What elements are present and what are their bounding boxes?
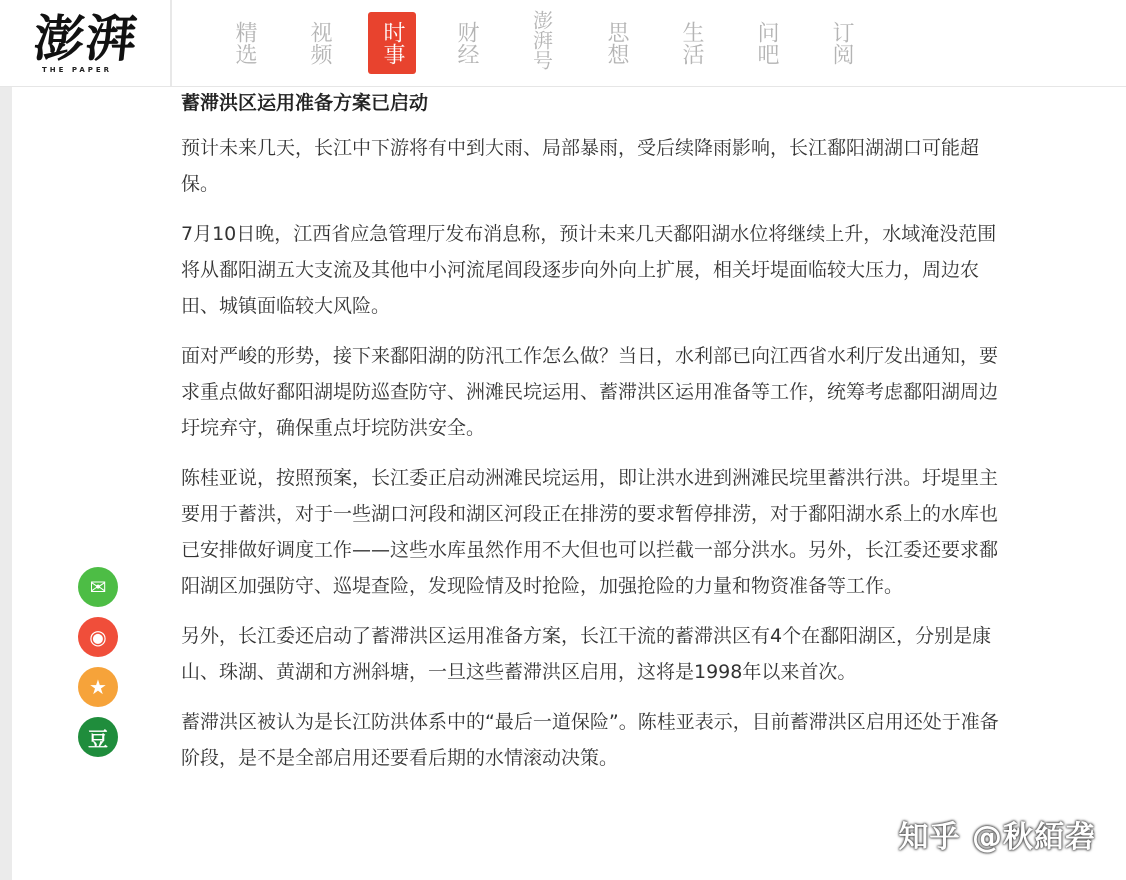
share-bar	[78, 567, 120, 767]
logo-brand: 澎湃	[30, 9, 142, 68]
nav-item-1[interactable]: 视频	[307, 21, 332, 65]
section-heading: 蓄滞洪区运用准备方案已启动	[181, 92, 429, 114]
weibo-share-button[interactable]	[78, 617, 118, 657]
nav-item-5[interactable]: 思想	[604, 21, 629, 65]
douban-icon: 豆	[88, 726, 108, 751]
article-paragraph: 面对严峻的形势，接下来鄱阳湖的防汛工作怎么做？当日，水利部已向江西省水利厅发出通知，要求重点做好鄱阳湖堤防巡查防守、洲滩民垸运用、蓄滞洪区运用准备等工作，统筹考虑鄱阳湖周边圩垸弃守，确保重点圩垸防洪安全。	[181, 345, 999, 439]
article-paragraph: 预计未来几天，长江中下游将有中到大雨、局部暴雨，受后续降雨影响，长江鄱阳湖湖口可能超保。	[181, 137, 980, 195]
nav-item-7[interactable]: 问吧	[754, 21, 779, 65]
article-paragraph: 蓄滞洪区被认为是长江防洪体系中的“最后一道保险”。陈桂亚表示，目前蓄滞洪区启用还处于准备阶段，是不是全部启用还要看后期的水情滚动决策。	[181, 711, 999, 769]
article-paragraph: 7月10日晚，江西省应急管理厅发布消息称，预计未来几天鄱阳湖水位将继续上升，水域淹没范围将从鄱阳湖五大支流及其他中小河流尾闾段逐步向外向上扩展，相关圩堤面临较大压力，周边农田、城镇面临较大风险。	[181, 223, 997, 317]
article-body	[181, 88, 1011, 776]
nav-item-0[interactable]: 精选	[232, 21, 257, 65]
article-paragraph: 另外，长江委还启动了蓄滞洪区运用准备方案，长江干流的蓄滞洪区有4个在鄱阳湖区，分别是康山、珠湖、黄湖和方洲斜塘，一旦这些蓄滞洪区启用，这将是1998年以来首次。	[181, 625, 992, 683]
header-divider	[170, 0, 172, 86]
douban-share-button[interactable]	[78, 717, 118, 757]
site-logo[interactable]	[30, 8, 150, 78]
article-paragraph: 陈桂亚说，按照预案，长江委正启动洲滩民垸运用，即让洪水进到洲滩民垸里蓄洪行洪。圩堤里主要用于蓄洪，对于一些湖口河段和湖区河段正在排涝的要求暂停排涝，对于鄱阳湖水系上的水库也已安排做好调度工作——这些水库虽然作用不大但也可以拦截一部分洪水。另外，长江委还要求鄱阳湖区加强防守、巡堤查险，发现险情及时抢险，加强抢险的力量和物资准备等工作。	[181, 467, 999, 597]
nav-item-6[interactable]: 生活	[679, 21, 704, 65]
wechat-share-button[interactable]	[78, 567, 118, 607]
logo-subtitle: THE PAPER	[42, 66, 113, 74]
qzone-share-button[interactable]	[78, 667, 118, 707]
nav-item-4[interactable]: 澎湃号	[529, 10, 554, 70]
nav-item-8[interactable]: 订阅	[829, 21, 854, 65]
nav-item-2[interactable]: 时事	[368, 12, 416, 74]
nav-item-3[interactable]: 财经	[454, 21, 479, 65]
qzone-icon: ★	[89, 675, 107, 699]
weibo-icon: ◉	[89, 625, 107, 649]
left-gutter	[0, 87, 12, 880]
site-header	[0, 0, 1126, 87]
watermark: 知乎 @秋絔砻	[898, 820, 1096, 855]
wechat-icon: ✉	[89, 575, 107, 599]
